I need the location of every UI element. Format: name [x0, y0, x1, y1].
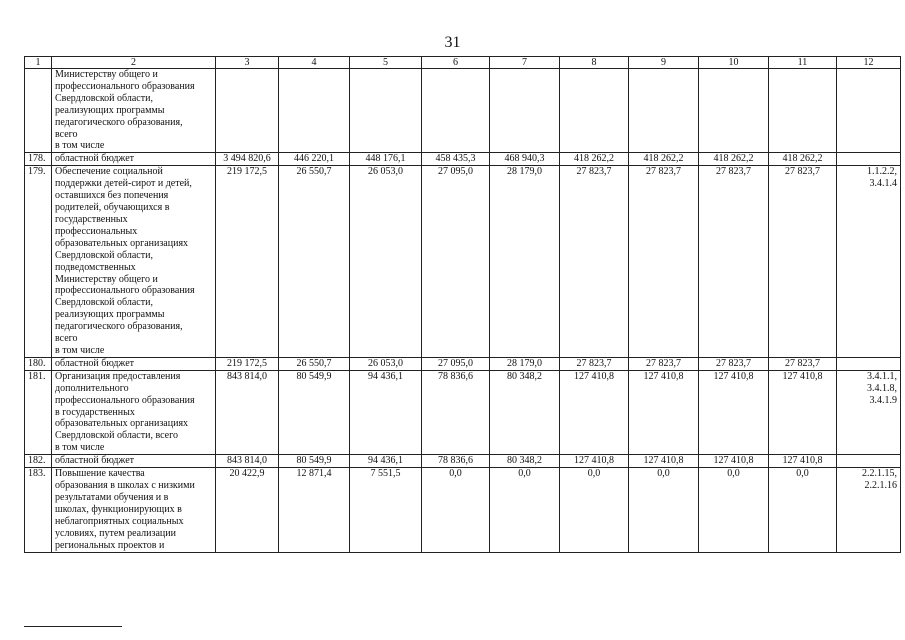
amount-cell: 78 836,6	[422, 370, 490, 454]
amount-cell	[350, 69, 422, 153]
amount-cell: 418 262,2	[769, 153, 837, 166]
target-indicator-code	[837, 455, 901, 468]
amount-cell	[279, 69, 350, 153]
footnote-rule	[24, 626, 122, 627]
amount-cell: 80 348,2	[490, 455, 560, 468]
table-row	[25, 153, 901, 166]
amount-cell	[769, 69, 837, 153]
row-number: 183.	[25, 468, 52, 552]
amount-cell: 3 494 820,6	[216, 153, 279, 166]
amount-cell: 27 823,7	[560, 357, 629, 370]
table-row	[25, 370, 901, 454]
amount-cell: 7 551,5	[350, 468, 422, 552]
row-description: Обеспечение социальной поддержки детей-сирот и детей, оставшихся без попечения родителей, обучающихся в государственных профессиональных образовательных организациях Свердловской области, подведомственных Министерству общего и профессионального образования Свердловской области, реализующих программы педагогического образования, всего в том числе	[52, 166, 216, 358]
amount-cell: 27 823,7	[699, 357, 769, 370]
amount-cell: 27 823,7	[769, 357, 837, 370]
amount-cell: 468 940,3	[490, 153, 560, 166]
row-number: 178.	[25, 153, 52, 166]
target-indicator-code: 3.4.1.1, 3.4.1.8, 3.4.1.9	[837, 370, 901, 454]
amount-cell: 0,0	[769, 468, 837, 552]
header-cell: 3	[216, 57, 279, 69]
amount-cell: 26 550,7	[279, 166, 350, 358]
table-row	[25, 357, 901, 370]
row-number: 182.	[25, 455, 52, 468]
row-number: 179.	[25, 166, 52, 358]
amount-cell: 27 823,7	[699, 166, 769, 358]
header-cell: 9	[629, 57, 699, 69]
amount-cell: 94 436,1	[350, 455, 422, 468]
amount-cell: 0,0	[629, 468, 699, 552]
row-description: областной бюджет	[52, 357, 216, 370]
amount-cell	[490, 69, 560, 153]
amount-cell: 127 410,8	[769, 455, 837, 468]
header-cell: 2	[52, 57, 216, 69]
row-description: Организация предоставления дополнительного профессионального образования в государственных образовательных организациях Свердловской области, всего в том числе	[52, 370, 216, 454]
row-number	[25, 69, 52, 153]
header-cell: 5	[350, 57, 422, 69]
amount-cell	[216, 69, 279, 153]
amount-cell: 127 410,8	[699, 370, 769, 454]
amount-cell: 28 179,0	[490, 357, 560, 370]
amount-cell: 458 435,3	[422, 153, 490, 166]
amount-cell: 28 179,0	[490, 166, 560, 358]
amount-cell: 127 410,8	[629, 455, 699, 468]
amount-cell: 446 220,1	[279, 153, 350, 166]
amount-cell: 78 836,6	[422, 455, 490, 468]
table-row	[25, 468, 901, 552]
target-indicator-code: 2.2.1.15, 2.2.1.16	[837, 468, 901, 552]
header-cell: 6	[422, 57, 490, 69]
header-cell: 12	[837, 57, 901, 69]
page-number: 31	[444, 34, 461, 51]
amount-cell: 80 549,9	[279, 370, 350, 454]
header-cell: 10	[699, 57, 769, 69]
table-row	[25, 455, 901, 468]
budget-table	[24, 56, 901, 553]
header-cell: 7	[490, 57, 560, 69]
amount-cell: 418 262,2	[699, 153, 769, 166]
amount-cell: 418 262,2	[560, 153, 629, 166]
row-description: областной бюджет	[52, 153, 216, 166]
amount-cell: 127 410,8	[560, 370, 629, 454]
amount-cell: 0,0	[699, 468, 769, 552]
amount-cell: 0,0	[560, 468, 629, 552]
amount-cell: 80 348,2	[490, 370, 560, 454]
row-description: Министерству общего и профессионального образования Свердловской области, реализующих программы педагогического образования, всего в том числе	[52, 69, 216, 153]
row-number: 180.	[25, 357, 52, 370]
header-cell: 1	[25, 57, 52, 69]
amount-cell	[422, 69, 490, 153]
header-cell: 4	[279, 57, 350, 69]
target-indicator-code	[837, 69, 901, 153]
target-indicator-code	[837, 357, 901, 370]
amount-cell: 26 053,0	[350, 357, 422, 370]
amount-cell: 843 814,0	[216, 370, 279, 454]
amount-cell: 27 823,7	[629, 166, 699, 358]
amount-cell: 219 172,5	[216, 166, 279, 358]
amount-cell: 127 410,8	[769, 370, 837, 454]
amount-cell: 94 436,1	[350, 370, 422, 454]
amount-cell	[629, 69, 699, 153]
amount-cell: 418 262,2	[629, 153, 699, 166]
amount-cell: 127 410,8	[699, 455, 769, 468]
amount-cell: 27 095,0	[422, 166, 490, 358]
amount-cell: 27 823,7	[629, 357, 699, 370]
row-description: Повышение качества образования в школах с низкими результатами обучения и в школах, функционирующих в неблагоприятных социальных условиях, путем реализации региональных проектов и	[52, 468, 216, 552]
amount-cell: 0,0	[490, 468, 560, 552]
amount-cell: 219 172,5	[216, 357, 279, 370]
amount-cell	[699, 69, 769, 153]
amount-cell: 843 814,0	[216, 455, 279, 468]
amount-cell: 20 422,9	[216, 468, 279, 552]
header-cell: 11	[769, 57, 837, 69]
amount-cell	[560, 69, 629, 153]
row-number: 181.	[25, 370, 52, 454]
table-row	[25, 69, 901, 153]
amount-cell: 26 053,0	[350, 166, 422, 358]
target-indicator-code	[837, 153, 901, 166]
table-row	[25, 166, 901, 358]
amount-cell: 80 549,9	[279, 455, 350, 468]
amount-cell: 27 095,0	[422, 357, 490, 370]
amount-cell: 26 550,7	[279, 357, 350, 370]
amount-cell: 127 410,8	[560, 455, 629, 468]
header-cell: 8	[560, 57, 629, 69]
column-number-header	[25, 57, 901, 69]
amount-cell: 12 871,4	[279, 468, 350, 552]
target-indicator-code: 1.1.2.2, 3.4.1.4	[837, 166, 901, 358]
row-description: областной бюджет	[52, 455, 216, 468]
amount-cell: 448 176,1	[350, 153, 422, 166]
amount-cell: 27 823,7	[560, 166, 629, 358]
amount-cell: 127 410,8	[629, 370, 699, 454]
amount-cell: 27 823,7	[769, 166, 837, 358]
amount-cell: 0,0	[422, 468, 490, 552]
